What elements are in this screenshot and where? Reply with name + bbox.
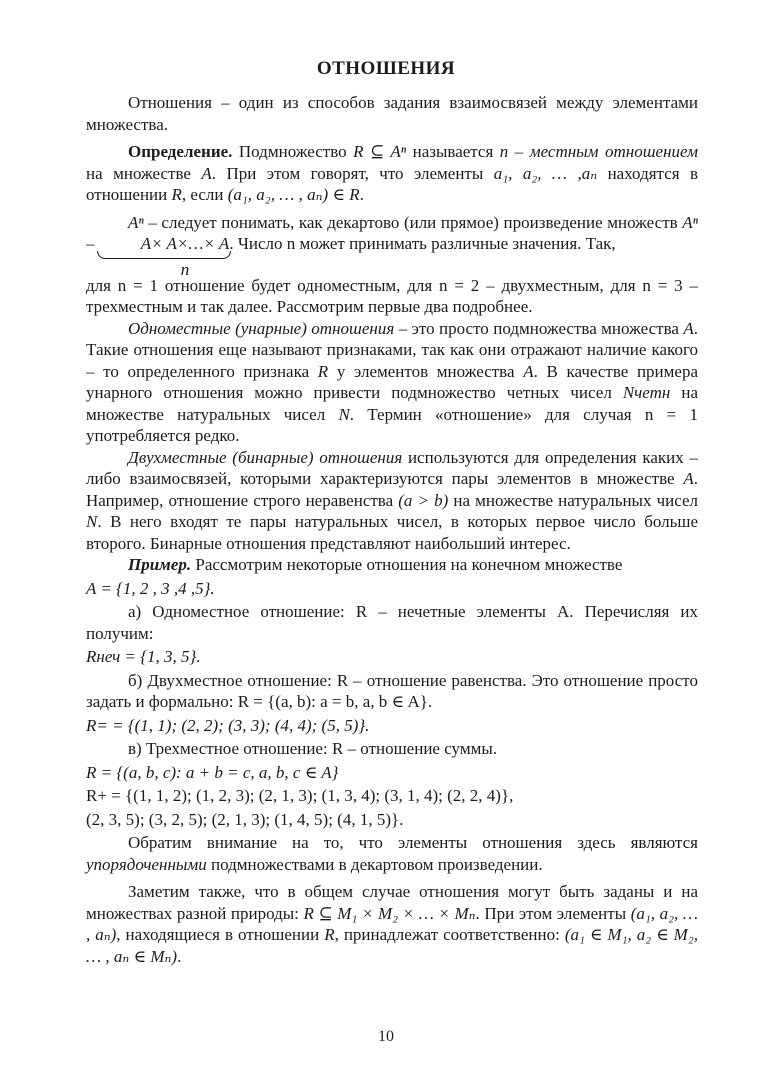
example-paragraph: Пример. Рассмотрим некоторые отношения на конечном множестве xyxy=(128,555,623,574)
example-c-def: R = {(a, b, c): a + b = c, a, b, c ∈ A} xyxy=(86,762,339,782)
example-b-set: R= = {(1, 1); (2, 2); (3, 3); (4, 4); (5, 5)}. xyxy=(86,715,370,735)
example-set: A = {1, 2 , 3 ,4 ,5}. xyxy=(86,578,215,598)
definition-label: Определение. xyxy=(128,142,233,161)
example-b-text: б) Двухместное отношение: R – отношение равенства. Это отношение просто задать и формально: R = {(a, b): a = b, a, b ∈ A}. xyxy=(86,670,698,711)
document-body xyxy=(86,92,698,967)
intro-paragraph: Отношения – один из способов задания взаимосвязей между элементами множества. xyxy=(86,93,698,134)
example-a-set: Rнеч = {1, 3, 5}. xyxy=(86,647,201,666)
cartesian-paragraph: Aⁿ – следует понимать, как декартово (или прямое) произведение множеств Aⁿ – A× A×…× A n . Число n может принимать различные значения. Так, xyxy=(86,212,698,279)
page-title: ОТНОШЕНИЯ xyxy=(316,58,456,79)
binary-paragraph: Двухместные (бинарные) отношения используются для определения каких – либо взаимосвязей, которыми характеризуются пары элементов в множестве A. Например, отношение строго неравенства (a > b) на множестве натуральных чисел N. В него входят те пары натуральных чисел, в которых первое число больше второго. Бинарные отношения представляют наибольший интерес. xyxy=(86,447,699,553)
definition-paragraph: Определение. Подмножество R ⊆ Aⁿ называется n – местным отношением на множестве A. При этом говорят, что элементы a₁, a₂, … ,aₙ находятся в отношении R, если (a₁, a₂, … , aₙ) ∈ R. xyxy=(86,142,699,204)
note-paragraph: Обратим внимание на то, что элементы отношения здесь являются упорядоченными подмножествами в декартовом произведении. xyxy=(86,833,698,874)
page-number: 10 xyxy=(378,1028,394,1045)
example-c-set-1: R+ = {(1, 1, 2); (1, 2, 3); (2, 1, 3); (1, 3, 4); (3, 1, 4); (2, 2, 4)}, xyxy=(86,786,514,805)
example-label: Пример. xyxy=(128,555,192,574)
cartesian-continuation: для n = 1 отношение будет одноместным, для n = 2 – двухместным, для n = 3 – трехместным и так далее. Рассмотрим первые два подробнее. xyxy=(86,275,698,316)
underbrace-product: A× A×…× A n xyxy=(99,233,230,255)
unary-paragraph: Одноместные (унарные) отношения – это просто подмножества множества A. Такие отношения еще называют признаками, так как они отражают наличие какого – то определенного признака R у элементов множества A. В качестве примера унарного отношения можно привести подмножество четных чисел Nчетн на множестве натуральных чисел N. Термин «отношение» для случая n = 1 употребляется редко. xyxy=(86,318,698,445)
example-c-set-2: (2, 3, 5); (3, 2, 5); (2, 1, 3); (1, 4, 5); (4, 1, 5)}. xyxy=(86,809,404,829)
final-paragraph: Заметим также, что в общем случае отношения могут быть заданы и на множествах разной природы: R ⊆ M₁ × M₂ × … × Mₙ. При этом элементы (a₁, a₂, … , aₙ), находящиеся в отношении R, принадлежат соответственно: (a₁ ∈ M₁, a₂ ∈ M₂, … , aₙ ∈ Mₙ). xyxy=(86,882,698,966)
example-a-text: а) Одноместное отношение: R – нечетные элементы A. Перечисляя их получим: xyxy=(86,602,698,643)
underbrace-icon xyxy=(97,251,232,259)
example-c-text: в) Трехместное отношение: R – отношение суммы. xyxy=(128,739,498,758)
